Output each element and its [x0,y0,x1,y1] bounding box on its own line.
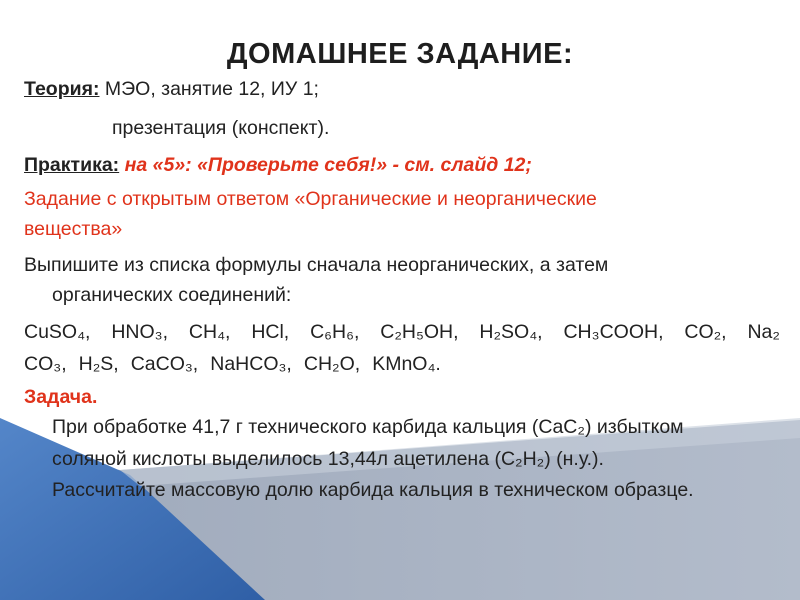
formula-list [24,316,780,380]
formula-item: CO₃, [24,353,67,375]
formula-item: CaCO₃, [130,353,199,375]
formula-row-1 [24,316,780,348]
formula-item: HNO₃, [111,321,169,343]
slide-title: ДОМАШНЕЕ ЗАДАНИЕ: [226,38,574,70]
formula-item: CH₄, [188,321,231,343]
formula-item: H₂SO₄, [479,321,543,343]
practice-line [24,154,532,177]
formula-item: NaHCO₃, [210,353,292,375]
formula-row-2 [24,348,780,380]
formula-item: Na₂ [747,321,780,343]
formula-item: KMnO₄. [372,353,441,375]
formula-item: C₂H₅OH, [380,321,459,343]
problem-line-2: соляной кислоты выделилось 13,44л ацетилена (C₂H₂) (н.у.). [52,448,604,470]
practice-text: на «5»: «Проверьте себя!» - см. слайд 12; [119,154,532,176]
formula-item: CH₂O, [303,353,361,375]
practice-label: Практика: [24,154,120,176]
theory-label: Теория: [24,78,100,100]
instruction-line-1: Выпишите из списка формулы сначала неорганических, а затем [24,254,609,276]
theory-text: МЭО, занятие 12, ИУ 1; [99,78,319,100]
instruction-line-2: органических соединений: [52,284,292,306]
formula-item: CO₂, [684,321,727,343]
formula-item: HCl, [251,321,290,343]
problem-line-3: Рассчитайте массовую долю карбида кальция в техническом образце. [52,479,694,501]
formula-item: CuSO₄, [24,321,91,343]
theory-line [24,78,319,101]
formula-item: C₆H₆, [310,321,360,343]
problem-label: Задача. [24,386,98,408]
problem-line-1: При обработке 41,7 г технического карбида кальция (CaC₂) избытком [52,416,684,438]
theory-text-2: презентация (конспект). [112,117,330,139]
open-task-line-2: вещества» [24,218,123,240]
formula-item: H₂S, [78,353,119,375]
formula-item: CH₃COOH, [563,321,664,343]
open-task-line-1: Задание с открытым ответом «Органические и неорганические [24,188,597,210]
